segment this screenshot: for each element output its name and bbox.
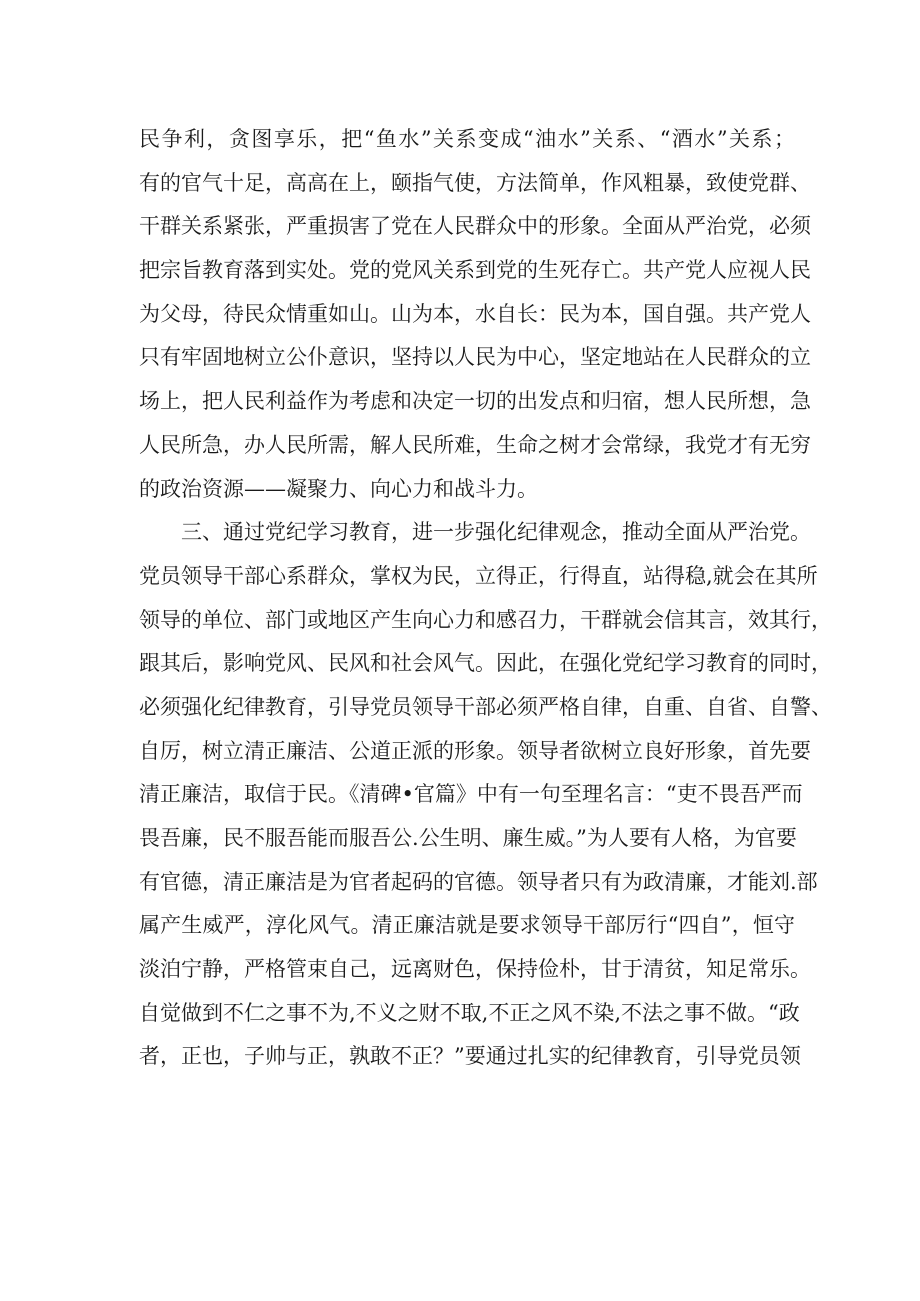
text-line: 必须强化纪律教育，引导党员领导干部必须严格自律，自重、自省、自警、 bbox=[139, 694, 832, 719]
text-line: 把宗旨教育落到实处。党的党风关系到党的生死存亡。共产党人应视人民 bbox=[139, 258, 811, 283]
text-line: 的政治资源——凝聚力、向心力和战斗力。 bbox=[139, 476, 538, 501]
paragraph-1 bbox=[139, 118, 811, 511]
text-line: 有官德，清正廉洁是为官者起码的官德。领导者只有为政清廉，才能刘.部 bbox=[139, 869, 818, 894]
text-line: 为父母，待民众情重如山。山为本，水自长：民为本，国自强。共产党人 bbox=[139, 301, 811, 326]
paragraph-2 bbox=[139, 511, 832, 1079]
text-line: 民争利，贪图享乐，把“鱼水”关系变成“油水”关系、“酒水”关系； bbox=[139, 127, 795, 151]
text-line: 自觉做到不仁之事不为,不义之财不取,不正之风不染,不法之事不做。“政 bbox=[139, 1000, 800, 1025]
section-heading-line: 三、通过党纪学习教育，进一步强化纪律观念，推动全面从严治党。 bbox=[181, 520, 811, 545]
text-line: 畏吾廉，民不服吾能而服吾公.公生明、廉生威。”为人要有人格，为官要 bbox=[139, 826, 797, 850]
text-line: 只有牢固地树立公仆意识，坚持以人民为中心，坚定地站在人民群众的立 bbox=[139, 345, 811, 370]
text-line: 者，正也，子帅与正，孰敢不正？”要通过扎实的纪律教育，引导党员领 bbox=[139, 1044, 801, 1069]
text-line: 清正廉洁，取信于民。《清碑•官篇》中有一句至理名言：“吏不畏吾严而 bbox=[139, 782, 803, 807]
text-line: 干群关系紧张，严重损害了党在人民群众中的形象。全面从严治党，必须 bbox=[139, 214, 811, 239]
body-text bbox=[139, 118, 832, 1079]
text-line: 人民所急，办人民所需，解人民所难，生命之树才会常绿，我党才有无穷 bbox=[139, 432, 811, 457]
text-line: 跟其后，影响党风、民风和社会风气。因此，在强化党纪学习教育的同时， bbox=[139, 651, 832, 676]
text-line: 党员领导干部心系群众，掌权为民，立得正，行得直，站得稳,就会在其所 bbox=[139, 563, 818, 588]
text-line: 自厉，树立清正廉洁、公道正派的形象。领导者欲树立良好形象，首先要 bbox=[139, 738, 811, 763]
text-line: 属产生威严，淳化风气。清正廉洁就是要求领导干部厉行“四自”，恒守 bbox=[139, 913, 795, 938]
text-line: 淡泊宁静，严格管束自己，远离财色，保持俭朴，甘于清贫，知足常乐。 bbox=[139, 957, 811, 982]
text-line: 领导的单位、部门或地区产生向心力和感召力，干群就会信其言，效其行， bbox=[139, 607, 832, 632]
text-line: 场上，把人民利益作为考虑和决定一切的出发点和归宿，想人民所想，急 bbox=[139, 389, 811, 414]
text-line: 有的官气十足，高高在上，颐指气使，方法简单，作风粗暴，致使党群、 bbox=[139, 170, 811, 195]
